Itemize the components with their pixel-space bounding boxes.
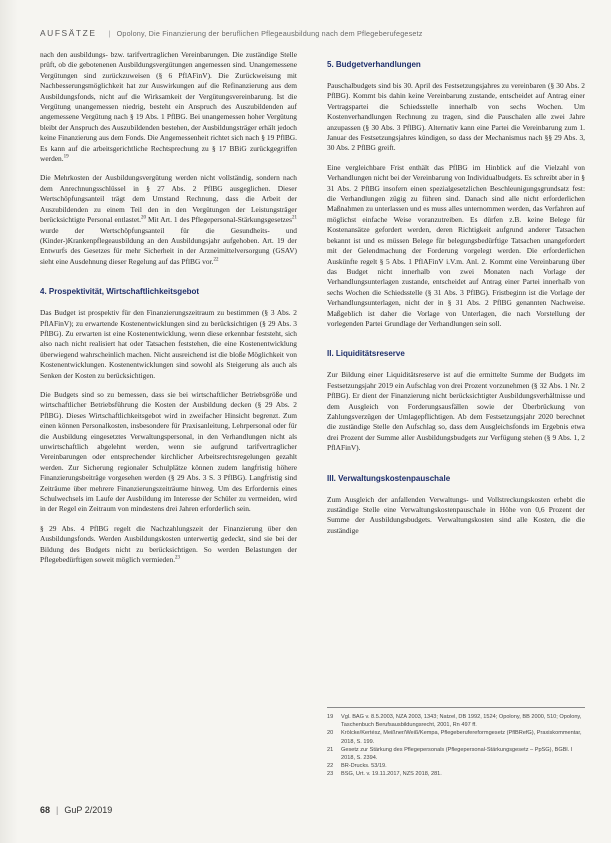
paragraph-text: nach den ausbildungs- bzw. tarifvertraglichen Vereinbarungen. Die zuständige Stelle prüft, ob die gebotenenen Ausbildungsvergütungen angemessen sind. Unangemessene Vergütungen sind zurückzuweisen (§ 6 PflAFinV). Die Zurückweisung mit Nachbesserungsmöglichkeit hat zur Auswirkungen auf die Refinanzierung aus dem Ausbildungsfonds, nicht auf die Wirksamkeit der Vergütungsvereinbarung. Ist die Vergütung unangemessen niedrig, besteht ein Anspruch des Auszubildenden auf angemessene Vergütung nach § 19 Abs. 1 PflBG. Bei unangemessen hoher Vergütung bleibt der Anspruch des Auszubildenden bestehen, der Ausbildungsträger erhält jedoch keine Finanzierung aus dem Fonds. Die Angemessenheit richtet sich nach § 19 PflBG. Es kann auf die arbeitsgerichtliche Rechtsprechung zu § 17 BBiG zurückgegriffen werden. <box>40 50 297 164</box>
paragraph <box>40 524 297 566</box>
footnote-ref[interactable]: 20 <box>141 215 147 221</box>
page-number: 68 <box>40 805 51 815</box>
footnote-text: Krölcke/Kertész, Meißner/Weiß/Kempa, Pflegeberufereformgesetz (PflBRefG), Praxiskommentar, 2018, S. 199. <box>341 730 582 745</box>
paragraph-text: Mit Art. 1 des Pflegepersonal-Stärkungsgesetzes <box>146 215 292 225</box>
footnote-number: 19 <box>327 714 334 720</box>
footnote-number: 20 <box>327 730 334 737</box>
footnote-number: 23 <box>327 771 334 778</box>
footnote-ref[interactable]: 22 <box>213 257 219 263</box>
footnote-text: BR-Drucks. 53/19. <box>341 763 387 770</box>
footnote-text: Gesetz zur Stärkung des Pflegepersonals (Pflegepersonal-Stärkungsgesetz – PpSG), BGBl. I 2018, S. 2394. <box>341 746 573 762</box>
right-column <box>327 50 585 545</box>
paragraph: Die Budgets sind so zu bemessen, dass sie bei wirtschaftlicher Betriebsgröße und wirtschaftlicher Betriebsführung die Kosten der Ausbildung decken (§ 29 Abs. 2 PflBG). Dieses Wirtschaftlichkeitsgebot wird in zweifacher Hinsicht begrenzt. Zum einen können Personalkosten, insbesondere für Praxisanleitung, Lehrpersonal oder für die Ausbildung eingesetztes Verwaltungspersonal, in den Verhandlungen nicht als unwirtschaftlich abgelehnt werden, wenn sie aufgrund tarifvertraglicher Vereinbarungen oder entsprechender kirchlicher Arbeitsrechtsregelungen gezahlt werden. Zur Sicherung regionaler Schulplätze können zudem langfristig höhere Finanzierungsbeiträge vorgesehen werden (§ 29 Abs. 3 S. 3 PflBG). Langfristig sind Zeiträume über mehrere Finanzierungszeiträume hinweg. Um des Erfordernis eines Schulwechsels im Laufe der Ausbildung im Interesse der Schüler zu vermeiden, wird in der Regel ein Zeitraum von mindestens drei Jahren erforderlich sein. <box>40 389 297 514</box>
running-header <box>40 28 591 42</box>
section-heading: III. Verwaltungskostenpauschale <box>327 473 451 483</box>
section-label: AUFSÄTZE <box>40 28 97 38</box>
footnote-number: 22 <box>327 763 334 770</box>
footnote-ref[interactable]: 19 <box>63 154 69 160</box>
footnote-ref[interactable]: 23 <box>175 555 181 561</box>
paragraph <box>40 173 297 267</box>
section-heading: 5. Budgetverhandlungen <box>327 60 421 69</box>
footnote-number: 21 <box>327 746 334 753</box>
paragraph-text: Die Mehrkosten der Ausbildungsvergütung werden nicht vollständig, sondern nach dem Anrechnungsschlüssel in § 27 Abs. 2 PflBG ausgeglichen. Dieser Wertschöpfungsanteil trägt dem Umstand Rechnung, dass die Arbeit der Auszubildenden zu einem Teil den in den Vergütungen der Leistungsträger berücksichtigte Personal entlastet. <box>40 173 297 225</box>
paragraph <box>40 50 297 164</box>
footnote-ref[interactable]: 21 <box>292 215 297 221</box>
section-heading: II. Liquiditätsreserve <box>327 349 405 359</box>
paragraph: Pauschalbudgets sind bis 30. April des Festsetzungsjahres zu vereinbaren (§ 30 Abs. 2 PflBG). Kommt bis dahin keine Vereinbarung zustande, entscheidet auf Antrag einer Vertragspartei die Schiedsstelle innerhalb von sechs Wochen. Um Kostenverhandlungen Rechnung zu tragen, sind die Pauschalen alle zwei Jahre anzupassen (§ 30 Abs. 3 PflBG). Alternativ kann eine Partei die Vereinbarung zum 1. Januar des Festsetzungsjahres kündigen, so dass der Mechanismus nach §§ 29 Abs. 3, 30 Abs. 2 PflBG greift. <box>327 81 585 153</box>
paragraph: Zur Bildung einer Liquiditätsreserve ist auf die ermittelte Summe der Budgets im Festsetzungsjahr 2019 ein Aufschlag von drei Prozent vorzunehmen (§ 32 Abs. 1 Nr. 2 PflBG). Er dient der Finanzierung nicht berücksichtigter Ausbildungsverhältnisse und dem Ausgleich von Forderungsausfällen sowie der Überbrückung von Zahlungsverzügen der Umlagepflichtigen. Ab dem Festsetzungsjahr 2020 berechnet die zuständige Stelle den Aufschlag so, dass dem Ausgleichsfonds im Ergebnis etwa drei Prozent der Summe aller Ausbildungsbudgets zur Verfügung stehen (§ 9 Abs. 1, 2 PflAFinV). <box>327 370 585 453</box>
footnote <box>327 729 585 745</box>
footnote <box>327 770 585 778</box>
paragraph-text: wurde der Wertschöpfungsanteil für die Gesundheits- und (Kinder-)Krankenpflegeausbildung an den Ausbildungsjahr aufgehoben. Art. 19 der Entwurfs des Gesetzes für mehr Sicherheit in der Arzneimittelversorgung (GSAV) sieht eine Ausdehnung dieser Regelung auf das PflBG vor. <box>40 225 297 266</box>
paragraph: Das Budget ist prospektiv für den Finanzierungszeitraum zu bestimmen (§ 3 Abs. 2 PflAFinV); zu erwartende Kostenentwicklungen sind zu berücksichtigen (§ 29 Abs. 3 PflBG). Zu erwarten ist eine Kostenentwicklung, wenn diese erkennbar feststeht, sich also nach nicht realisiert hat oder Tatsachen feststehen, die eine Kostenentwicklung überwiegend wahrscheinlich machen. Nicht ausreichend ist die bloße Möglichkeit von Kostenentwicklungen. Kostenentwicklungen sind sowohl als Steigerung als auch als Senken der Kosten zu berücksichtigen. <box>40 308 297 380</box>
footnote <box>327 746 585 762</box>
footnote <box>327 713 585 729</box>
running-title: Opolony, Die Finanzierung der beruflichen Pflegeausbildung nach dem Pflegeberufegesetz <box>116 29 423 38</box>
paragraph: Zum Ausgleich der anfallenden Verwaltungs- und Vollstreckungskosten erhebt die zuständige Stelle eine Verwaltungskostenpauschale in Höhe von 0,6 Prozent der Summe der Ausbildungsbudgets. Verwaltungskosten sind alle Kosten, die die zuständige <box>327 494 585 535</box>
footnotes <box>327 707 585 779</box>
left-column <box>40 50 297 574</box>
page-footer <box>40 805 112 815</box>
header-separator: | <box>108 29 111 38</box>
section-heading: 4. Prospektivität, Wirtschaftlichkeitsgebot <box>40 287 200 297</box>
journal-issue: GuP 2/2019 <box>64 805 113 815</box>
footnote <box>327 762 585 770</box>
paragraph: Eine vergleichbare Frist enthält das PflBG im Hinblick auf die Vielzahl von Verhandlungen nicht bei der Vereinbarung von Individualbudgets. Es schreibt aber in § 31 Abs. 2 PflBG insofern einen spezialgesetzlichen Beschleunigungsgrundsatz fest: die Verhandlungen zügig zu führen sind. Danach sind alle nicht erforderlichen Maßnahmen zu unterlassen und es muss alles unternommen werden, das Verfahren auf möglichst einfache Weise voranzutreiben. Es dürfen z.B. keine Belege für Kostenansätze gefordert werden, deren Richtigkeit aufgrund anderer Tatsachen bekannt ist und es müssen Belege für belegungsbedürftige Tatsachen unangefordert mit der Gelendmachung der Forderung vorgelegt werden. Die erforderlichen Auskünfte regelt § 5 Abs. 1 PflAFinV i.V.m. Anl. 2. Kommt eine Vereinbarung über das Budget nicht innerhalb von zwei Monaten nach Vorlage der Verhandlungsunterlagen zustande, entscheidet auf Antrag einer Partei innerhalb von sechs Wochen die Schiedsstelle (§ 31 Abs. 3 PflBG). Fristbeginn ist die Vorlage der Verhandlungsunterlagen, nicht der in § 31 Abs. 2 PflBG genannten Nachweise. Maßgeblich ist daher die Vorlage von Unterlagen, die nach Vorstellung der vorlegenden Partei Grundlage der Verhandlungen sein soll. <box>327 162 585 328</box>
footnote-text: BSG, Urt. v. 19.11.2017, NZS 2018, 281. <box>341 771 442 778</box>
footnote-text: Vgl. BAG v. 8.5.2003, NZA 2003, 1343; Natzel, DB 1992, 1524; Opolony, BB 2000, 510; Opolony, Taschenbuch Berufsausbildungsrecht, 2001, Rn 497 ff. <box>341 714 582 729</box>
paragraph-text: § 29 Abs. 4 PflBG regelt die Nachzahlungszeit der Finanzierung über den Ausbildungsfonds. Werden Ausbildungskosten unterwertig gedeckt, sind sie bei der Bildung des Budgets nicht zu berücksichtigen. So werden Belastungen der Pflegebedürftigen soweit möglich vermieden. <box>40 523 297 565</box>
footer-separator: | <box>56 805 59 815</box>
